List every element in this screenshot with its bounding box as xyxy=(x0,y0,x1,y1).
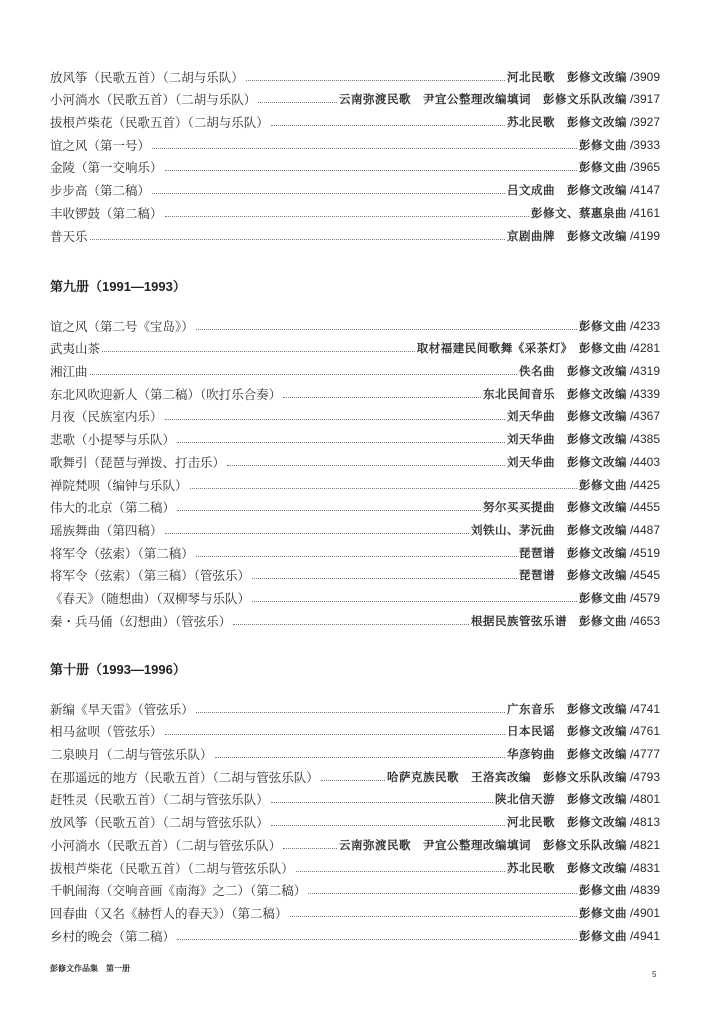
toc-entry[interactable] xyxy=(50,807,660,830)
toc-section xyxy=(50,694,660,944)
entry-page: 4741 xyxy=(633,701,660,716)
dot-leader xyxy=(283,848,337,849)
entry-page: 4941 xyxy=(633,928,660,943)
dot-leader xyxy=(283,397,481,398)
entry-page: 4831 xyxy=(633,860,660,875)
dot-leader xyxy=(102,351,415,352)
entry-page-slash: / xyxy=(629,341,634,356)
entry-title: 金陵（第一交响乐） xyxy=(50,160,163,176)
dot-leader xyxy=(246,80,505,81)
dot-leader xyxy=(215,757,505,758)
toc-entry[interactable] xyxy=(50,830,660,853)
dot-leader xyxy=(196,556,517,557)
toc-section xyxy=(50,62,660,244)
entry-credit: 彭修文曲 xyxy=(578,928,627,943)
dot-leader xyxy=(233,624,469,625)
entry-page: 4319 xyxy=(633,364,660,379)
entry-credit: 彭修文曲 xyxy=(578,137,627,152)
toc-entry[interactable] xyxy=(50,379,660,402)
toc-entry[interactable] xyxy=(50,470,660,493)
entry-credit: 刘天华曲 彭修文改编 xyxy=(506,409,627,424)
entry-page: 4813 xyxy=(633,815,660,830)
entry-credit: 刘铁山、茅沅曲 彭修文改编 xyxy=(470,522,627,537)
entry-title: 步步高（第二稿） xyxy=(50,183,151,199)
entry-credit: 刘天华曲 彭修文改编 xyxy=(506,432,627,447)
entry-page: 4839 xyxy=(633,883,660,898)
entry-credit: 琵琶谱 彭修文改编 xyxy=(518,545,627,560)
entry-title: 千帆闹海（交响音画《南海》之二）（第二稿） xyxy=(50,883,307,899)
entry-title: 伟大的北京（第二稿） xyxy=(50,500,176,516)
toc-entry[interactable] xyxy=(50,447,660,470)
entry-page: 4777 xyxy=(633,747,660,762)
entry-title: 将军令（弦索）（第三稿）（管弦乐） xyxy=(50,568,251,584)
toc-entry[interactable] xyxy=(50,583,660,606)
entry-page: 3933 xyxy=(633,137,660,152)
entry-title: 月夜（民族室内乐） xyxy=(50,409,163,425)
toc-entry[interactable] xyxy=(50,876,660,899)
entry-page: 4579 xyxy=(633,590,660,605)
entry-title: 谊之风（第二号《宝岛》） xyxy=(50,318,194,334)
toc-entry[interactable] xyxy=(50,785,660,808)
entry-title: 放风筝（民歌五首）（二胡与乐队） xyxy=(50,69,244,85)
entry-credit: 河北民歌 彭修文改编 xyxy=(506,815,627,830)
entry-title: 《春天》（随想曲）（双柳琴与乐队） xyxy=(50,590,251,606)
entry-page-slash: / xyxy=(629,386,634,401)
entry-page-slash: / xyxy=(629,228,634,243)
entry-credit: 云南弥渡民歌 尹宜公整理改编填词 彭修文乐队改编 xyxy=(338,92,627,107)
dot-leader xyxy=(321,780,385,781)
entry-page: 4653 xyxy=(633,613,660,628)
entry-credit: 彭修文曲 xyxy=(578,905,627,920)
toc-entry[interactable] xyxy=(50,107,660,130)
entry-page-slash: / xyxy=(629,837,634,852)
entry-page-slash: / xyxy=(629,522,634,537)
entry-page-slash: / xyxy=(629,860,634,875)
dot-leader xyxy=(165,216,529,217)
entry-page-slash: / xyxy=(629,769,634,784)
dot-leader xyxy=(90,239,505,240)
entry-page-slash: / xyxy=(629,115,634,130)
entry-title: 秦・兵马俑（幻想曲）（管弦乐） xyxy=(50,613,232,629)
entry-title: 歌舞引（琵琶与弹拨、打击乐） xyxy=(50,454,226,470)
entry-page-slash: / xyxy=(629,701,634,716)
toc-entry[interactable] xyxy=(50,898,660,921)
toc-entry[interactable] xyxy=(50,538,660,561)
dot-leader xyxy=(196,712,505,713)
dot-leader xyxy=(152,148,577,149)
volume-heading: 第九册（1991—1993） xyxy=(50,279,186,294)
dot-leader xyxy=(290,916,577,917)
entry-page-slash: / xyxy=(629,205,634,220)
entry-credit: 彭修文曲 xyxy=(578,883,627,898)
entry-page: 4801 xyxy=(633,792,660,807)
entry-title: 瑶族舞曲（第四稿） xyxy=(50,522,163,538)
toc-entry[interactable] xyxy=(50,717,660,740)
entry-title: 将军令（弦索）（第二稿） xyxy=(50,545,194,561)
entry-credit: 苏北民歌 彭修文改编 xyxy=(506,115,627,130)
dot-leader xyxy=(152,193,505,194)
entry-page-slash: / xyxy=(629,160,634,175)
entry-page: 4339 xyxy=(633,386,660,401)
entry-credit: 刘天华曲 彭修文改编 xyxy=(506,454,627,469)
entry-page: 4761 xyxy=(633,724,660,739)
toc-entry[interactable] xyxy=(50,334,660,357)
dot-leader xyxy=(190,488,577,489)
toc-entry[interactable] xyxy=(50,62,660,85)
entry-page: 4545 xyxy=(633,568,660,583)
entry-credit: 日本民谣 彭修文改编 xyxy=(506,724,627,739)
entry-title: 东北风吹迎新人（第二稿）（吹打乐合奏） xyxy=(50,386,282,402)
dot-leader xyxy=(177,510,481,511)
entry-page-slash: / xyxy=(629,792,634,807)
entry-page: 3927 xyxy=(633,115,660,130)
entry-page: 4147 xyxy=(633,183,660,198)
entry-page-slash: / xyxy=(629,928,634,943)
entry-page: 4161 xyxy=(633,205,660,220)
entry-page: 4821 xyxy=(633,837,660,852)
entry-page-slash: / xyxy=(629,747,634,762)
entry-page: 4901 xyxy=(633,905,660,920)
entry-page: 4403 xyxy=(633,454,660,469)
dot-leader xyxy=(165,419,505,420)
dot-leader xyxy=(177,442,505,443)
toc-entry[interactable] xyxy=(50,175,660,198)
entry-page: 4367 xyxy=(633,409,660,424)
entry-page: 3965 xyxy=(633,160,660,175)
entry-credit: 华彦钧曲 彭修文改编 xyxy=(506,747,627,762)
entry-credit: 云南弥渡民歌 尹宜公整理改编填词 彭修文乐队改编 xyxy=(338,837,627,852)
volume-heading: 第十册（1993—1996） xyxy=(50,662,186,677)
entry-title: 禅院梵呗（编钟与乐队） xyxy=(50,477,188,493)
toc-entry[interactable] xyxy=(50,762,660,785)
entry-page-slash: / xyxy=(629,69,634,84)
entry-title: 小河淌水（民歌五首）（二胡与管弦乐队） xyxy=(50,837,282,853)
entry-page-slash: / xyxy=(629,590,634,605)
entry-page-slash: / xyxy=(629,545,634,560)
entry-title: 新编《旱天雷》（管弦乐） xyxy=(50,701,194,717)
entry-credit: 取材福建民间歌舞《采茶灯》 彭修文曲 xyxy=(416,341,627,356)
entry-title: 丰收锣鼓（第二稿） xyxy=(50,205,163,221)
entry-credit: 京剧曲牌 彭修文改编 xyxy=(506,228,627,243)
dot-leader xyxy=(252,578,517,579)
entry-title: 拔根芦柴花（民歌五首）（二胡与管弦乐队） xyxy=(50,860,294,876)
dot-leader xyxy=(227,465,505,466)
entry-page: 4487 xyxy=(633,522,660,537)
toc-entry[interactable] xyxy=(50,311,660,334)
entry-title: 拔根芦柴花（民歌五首）（二胡与乐队） xyxy=(50,115,269,131)
entry-page-slash: / xyxy=(629,477,634,492)
entry-page-slash: / xyxy=(629,318,634,333)
dot-leader xyxy=(271,825,505,826)
entry-title: 武夷山茶 xyxy=(50,341,101,357)
entry-title: 二泉映月（二胡与管弦乐队） xyxy=(50,747,213,763)
toc-entry[interactable] xyxy=(50,198,660,221)
dot-leader xyxy=(90,374,517,375)
dot-leader xyxy=(296,871,505,872)
toc-entry[interactable] xyxy=(50,402,660,425)
dot-leader xyxy=(177,939,577,940)
entry-credit: 哈萨克族民歌 王洛宾改编 彭修文乐队改编 xyxy=(386,769,627,784)
dot-leader xyxy=(308,893,577,894)
entry-credit: 彭修文曲 xyxy=(578,477,627,492)
entry-credit: 根据民族管弦乐谱 彭修文曲 xyxy=(470,613,627,628)
dot-leader xyxy=(271,802,493,803)
entry-page-slash: / xyxy=(629,568,634,583)
toc-entry[interactable] xyxy=(50,739,660,762)
entry-page-slash: / xyxy=(629,137,634,152)
entry-credit: 努尔买买提曲 彭修文改编 xyxy=(482,500,627,515)
entry-title: 乡村的晚会（第二稿） xyxy=(50,928,176,944)
entry-title: 放风筝（民歌五首）（二胡与管弦乐队） xyxy=(50,815,269,831)
entry-page-slash: / xyxy=(629,815,634,830)
entry-title: 赶牲灵（民歌五首）（二胡与管弦乐队） xyxy=(50,792,269,808)
entry-title: 小河淌水（民歌五首）（二胡与乐队） xyxy=(50,92,257,108)
entry-page: 4519 xyxy=(633,545,660,560)
entry-page: 4199 xyxy=(633,228,660,243)
entry-credit: 彭修文曲 xyxy=(578,318,627,333)
toc-entry[interactable] xyxy=(50,853,660,876)
toc-entry[interactable] xyxy=(50,694,660,717)
entry-credit: 东北民间音乐 彭修文改编 xyxy=(482,386,627,401)
entry-page: 4425 xyxy=(633,477,660,492)
entry-page-slash: / xyxy=(629,905,634,920)
entry-credit: 彭修文、蔡惠泉曲 xyxy=(530,205,627,220)
footer-book-title: 彭修文作品集 第一册 xyxy=(50,964,130,973)
toc-entry[interactable] xyxy=(50,130,660,153)
dot-leader xyxy=(271,125,505,126)
entry-page-slash: / xyxy=(629,883,634,898)
entry-title: 湘江曲 xyxy=(50,364,88,380)
entry-page: 3909 xyxy=(633,69,660,84)
entry-page-slash: / xyxy=(629,183,634,198)
dot-leader xyxy=(165,170,577,171)
entry-credit: 琵琶谱 彭修文改编 xyxy=(518,568,627,583)
entry-credit: 佚名曲 彭修文改编 xyxy=(518,364,627,379)
entry-credit: 彭修文曲 xyxy=(578,160,627,175)
toc-entry[interactable] xyxy=(50,221,660,244)
toc-section xyxy=(50,311,660,629)
toc-entry[interactable] xyxy=(50,356,660,379)
entry-page: 3917 xyxy=(633,92,660,107)
toc-entry[interactable] xyxy=(50,561,660,584)
entry-page: 4385 xyxy=(633,432,660,447)
dot-leader xyxy=(165,734,505,735)
entry-page-slash: / xyxy=(629,454,634,469)
entry-credit: 吕文成曲 彭修文改编 xyxy=(506,183,627,198)
entry-page-slash: / xyxy=(629,92,634,107)
toc-entry[interactable] xyxy=(50,85,660,108)
entry-title: 回春曲（又名《赫哲人的春天》）（第二稿） xyxy=(50,905,288,921)
dot-leader xyxy=(196,329,577,330)
dot-leader xyxy=(258,102,337,103)
entry-credit: 广东音乐 彭修文改编 xyxy=(506,701,627,716)
toc-entry[interactable] xyxy=(50,493,660,516)
entry-credit: 陕北信天游 彭修文改编 xyxy=(494,792,627,807)
entry-credit: 苏北民歌 彭修文改编 xyxy=(506,860,627,875)
toc-entry[interactable] xyxy=(50,606,660,629)
dot-leader xyxy=(165,533,469,534)
entry-page-slash: / xyxy=(629,432,634,447)
entry-title: 相马盆呗（管弦乐） xyxy=(50,724,163,740)
toc-entry[interactable] xyxy=(50,153,660,176)
entry-page: 4455 xyxy=(633,500,660,515)
entry-page: 4233 xyxy=(633,318,660,333)
entry-page-slash: / xyxy=(629,409,634,424)
entry-page-slash: / xyxy=(629,613,634,628)
page-number: 5 xyxy=(652,970,657,979)
toc-entry[interactable] xyxy=(50,515,660,538)
entry-page: 4281 xyxy=(633,341,660,356)
entry-title: 谊之风（第一号） xyxy=(50,137,151,153)
entry-credit: 河北民歌 彭修文改编 xyxy=(506,69,627,84)
toc-entry[interactable] xyxy=(50,424,660,447)
toc-entry[interactable] xyxy=(50,921,660,944)
entry-page-slash: / xyxy=(629,724,634,739)
entry-title: 悲歌（小提琴与乐队） xyxy=(50,432,176,448)
entry-page-slash: / xyxy=(629,500,634,515)
dot-leader xyxy=(252,601,577,602)
entry-page: 4793 xyxy=(633,769,660,784)
entry-page-slash: / xyxy=(629,364,634,379)
entry-credit: 彭修文曲 xyxy=(578,590,627,605)
entry-title: 在那遥远的地方（民歌五首）（二胡与管弦乐队） xyxy=(50,769,319,785)
entry-title: 普天乐 xyxy=(50,228,88,244)
